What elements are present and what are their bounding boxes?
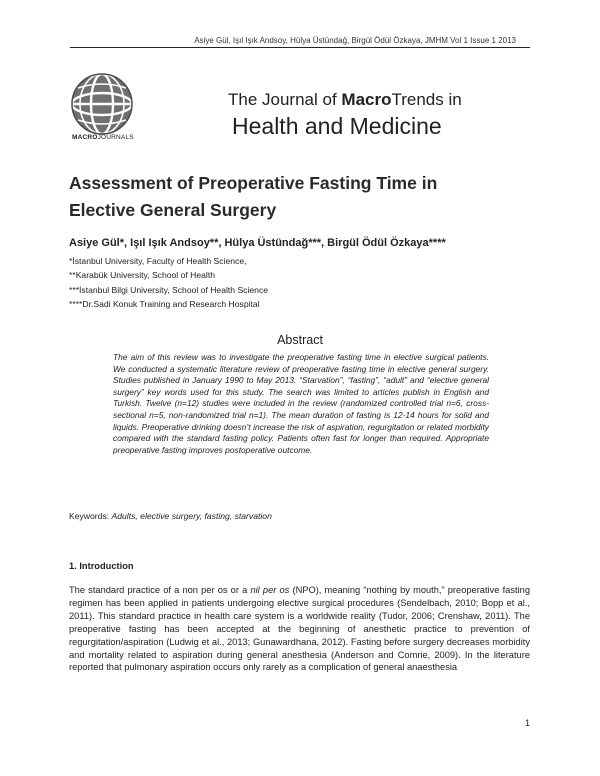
affiliation-line: ***İstanbul Bilgi University, School of Health Science [69,284,269,295]
keywords [69,511,272,521]
journal-brand: Macro [341,90,392,109]
globe-logo-icon [66,70,138,142]
logo-label [72,134,134,141]
journal-name-line2: Health and Medicine [232,113,442,139]
affiliation-line: *İstanbul University, Faculty of Health Science, [69,256,247,266]
page-number: 1 [524,718,530,728]
affiliation-line: **Karabük University, School of Health [69,270,216,281]
affiliations [69,254,268,311]
intro-italic-term: nil per os [250,585,290,595]
introduction-heading: 1. Introduction [69,561,134,571]
logo-label-bold: MACRO [72,134,98,141]
running-head: Asiye Gül, Işıl Işık Andsoy, Hülya Üstündağ, Birgül Ödül Özkaya, JMHM Vol 1 Issue 1 2013 [194,36,516,45]
abstract-heading: Abstract [277,333,323,347]
keywords-label: Keywords: [69,511,112,521]
introduction-paragraph [69,584,530,674]
intro-segment: The standard practice of a non per os or a [69,585,251,595]
logo-label-rest: JOURNALS [97,134,134,141]
journal-prefix: The Journal of [228,90,342,109]
header-rule [70,47,530,48]
journal-suffix: Trends in [391,90,462,109]
article-authors: Asiye Gül*, Işıl Işık Andsoy**, Hülya Üstündağ***, Birgül Ödül Özkaya**** [69,237,446,249]
introduction-text [69,584,530,674]
intro-segment: (NPO), meaning “nothing by mouth,” preoperative fasting regimen has been applied in patients undergoing elective surgical procedures (Sendelbach, 2010; Bopp et al., 2011). This standard practice in health care system is a worldwide reality (Tudor, 2006; Crenshaw, 2011). The preoperative fasting has been accepted at the beginning of anesthetic practice to prevention of regurgitation/aspiration (Ludwig et al., 2013; Gunawardhana, 2012). Fasting before surgery decreases morbidity and mortality related to aspiration during general anesthesia (Anderson and Comrie, 2009). In the literature reported that pulmonary aspiration occurs only rarely as a complication of general anaesthesia [69,585,530,673]
article-title: Assessment of Preoperative Fasting Time in Elective General Surgery [69,173,438,220]
keywords-terms: Adults, elective surgery, fasting, starvation [111,511,272,521]
affiliation-line: ****Dr.Sadi Konuk Training and Research Hospital [69,298,260,309]
journal-name-line1 [228,90,462,110]
abstract-text: The aim of this review was to investigate the preoperative fasting time in elective surgical patients. We conducted a systematic literature review of preoperative fasting time in elective general surgery. Studies published in January 1990 to May 2013. “Starvation”, “fasting”, “adult” and “elective general surgery” key words used for this study. The search was limited to articles publish in English and Turkish. Twelve (n=12) studies were included in the review (randomized controlled trial n=6, cross-sectional n=5, non-randomized trial n=1). The mean duration of fasting is 12-14 hours for solid and liquids. Preoperative drinking doesn’t increase the risk of aspiration, regurgitation or related morbidity compared with the standard fasting policy. Patients often fast for longer than required. Appropriate preoperative fasting improves postoperative outcome. [113,352,489,455]
